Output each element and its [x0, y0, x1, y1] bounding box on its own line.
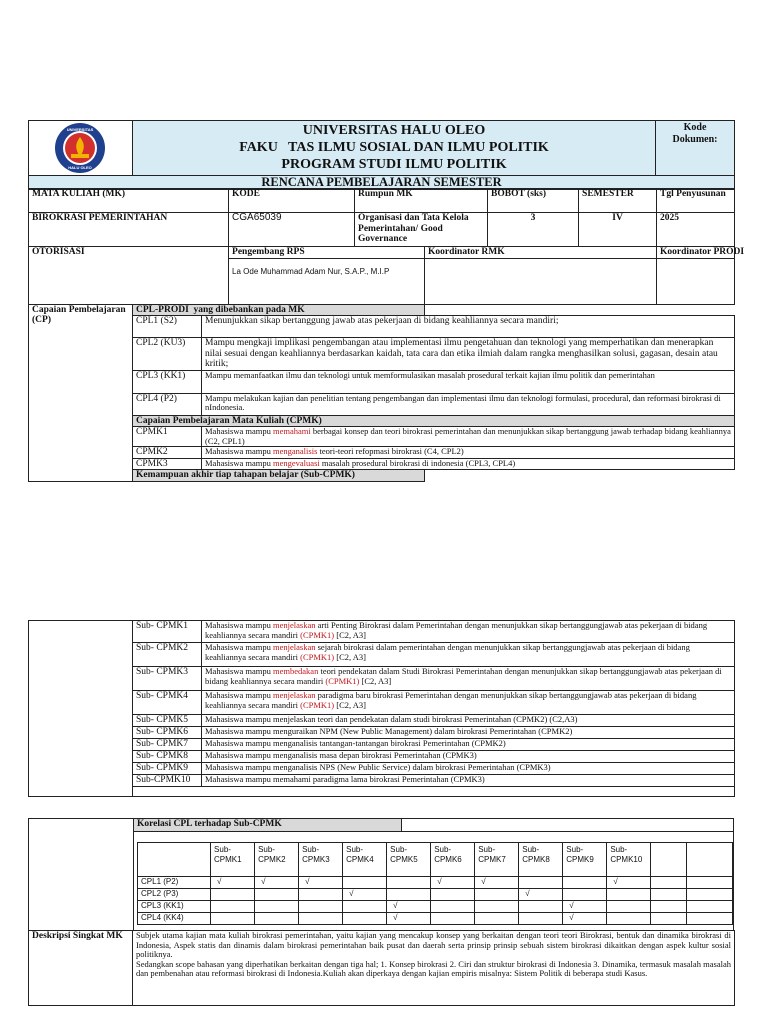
label-kode: KODE	[229, 189, 355, 213]
deskripsi-text	[133, 931, 735, 1006]
cpl-code: CPL1 (S2)	[133, 316, 202, 338]
korelasi-matrix	[137, 842, 733, 925]
rps-main-table	[28, 188, 745, 482]
subcpmk-text: Mahasiswa mampu menganalisis NPS (New Public Service) dalam birokrasi Pemerintahan (CPMK3)	[202, 763, 735, 775]
korelasi-check-mark: √	[387, 901, 431, 913]
subcpmk-text: Mahasiswa mampu membedakan teori pendekatan dalam Studi Birokrasi Pemerintahan dengan menunjukkan sikap bertanggungjawab atas pekerjaan di bidang keahliannya secara mandiri (CPMK1) [C2, A3]	[202, 667, 735, 691]
korelasi-row-label: CPL2 (P3)	[138, 889, 211, 901]
subcpmk-header: Kemampuan akhir tiap tahapan belajar (Sub-CPMK)	[133, 470, 425, 482]
korelasi-row	[138, 877, 733, 889]
korelasi-empty-cell	[255, 913, 299, 925]
subcpmk-code: Sub- CPMK8	[133, 751, 202, 763]
cpmk-code: CPMK1	[133, 427, 202, 447]
label-tgl: Tgl Penyusunan	[657, 189, 735, 213]
korelasi-column-header: Sub- CPMK1	[211, 843, 255, 877]
korelasi-row-label: CPL3 (KK1)	[138, 901, 211, 913]
cpmk-header: Capaian Pembelajaran Mata Kuliah (CPMK)	[133, 415, 735, 427]
label-semester: SEMESTER	[579, 189, 657, 213]
rps-title: RENCANA PEMBELAJARAN SEMESTER	[28, 175, 735, 190]
value-tgl: 2025	[657, 213, 735, 247]
korelasi-empty-cell	[431, 889, 475, 901]
cpl-text: Mampu memanfaatkan ilmu dan teknologi untuk memformulasikan masalah prosedural terkait kajian ilmu politik dan pemerintahan	[202, 370, 735, 393]
korelasi-empty-cell	[299, 889, 343, 901]
cpmk-text: Mahasiswa mampu mengevaluasi masalah prosedural birokrasi di indonesia (CPL3, CPL4)	[202, 458, 735, 470]
korelasi-row-label: CPL4 (KK4)	[138, 913, 211, 925]
korelasi-column-header: Sub- CPMK2	[255, 843, 299, 877]
korelasi-empty-cell	[255, 901, 299, 913]
value-rumpun: Organisasi dan Tata Kelola Pemerintahan/ Good Governance	[355, 213, 488, 247]
korelasi-check-mark: √	[431, 877, 475, 889]
korelasi-empty-cell	[299, 901, 343, 913]
korelasi-row	[138, 889, 733, 901]
korelasi-column-header: Sub- CPMK10	[607, 843, 651, 877]
university-name: UNIVERSITAS HALU OLEO	[302, 123, 486, 138]
korelasi-column-header: Sub- CPMK3	[299, 843, 343, 877]
logo-cell	[28, 120, 133, 177]
korelasi-empty-cell	[431, 901, 475, 913]
label-koordinator-prodi: Koordinator PRODI	[657, 247, 735, 259]
korelasi-empty-cell	[211, 901, 255, 913]
label-pengembang: Pengembang RPS	[229, 247, 425, 259]
korelasi-check-mark: √	[563, 913, 607, 925]
korelasi-empty-cell	[299, 913, 343, 925]
doc-code-label: Kode Dokumen:	[672, 122, 718, 145]
korelasi-section	[28, 818, 734, 930]
institution-title-cell	[132, 120, 656, 177]
korelasi-empty-cell	[211, 913, 255, 925]
subcpmk-text: Mahasiswa mampu menganalisis masa depan birokrasi Pemerintahan (CPMK3)	[202, 751, 735, 763]
subcpmk-code: Sub- CPMK6	[133, 727, 202, 739]
korelasi-empty-cell	[607, 901, 651, 913]
subcpmk-text: Mahasiswa mampu menjelaskan teori dan pendekatan dalam studi birokrasi Pemerintahan (CPMK2) (C2,A3)	[202, 715, 735, 727]
korelasi-empty-cell	[519, 901, 563, 913]
korelasi-column-header: Sub- CPMK8	[519, 843, 563, 877]
cpl-code: CPL4 (P2)	[133, 393, 202, 415]
subcpmk-text: Mahasiswa mampu menganalisis tantangan-tantangan birokrasi Pemerintahan (CPMK2)	[202, 739, 735, 751]
korelasi-empty-cell	[607, 889, 651, 901]
korelasi-empty-cell	[343, 913, 387, 925]
korelasi-empty-cell	[519, 913, 563, 925]
cpmk-text: Mahasiswa mampu memahami berbagai konsep dan teori birokrasi pemerintahan dan menunjukkan sikap bertanggung jawab terhadap bidang keahliannya (C2, CPL1)	[202, 427, 735, 447]
korelasi-empty-cell	[387, 877, 431, 889]
cpmk-code: CPMK3	[133, 458, 202, 470]
korelasi-row-label: CPL1 (P2)	[138, 877, 211, 889]
korelasi-empty-cell	[563, 889, 607, 901]
korelasi-header: Korelasi CPL terhadap Sub-CPMK	[133, 818, 402, 832]
korelasi-empty-cell	[475, 901, 519, 913]
korelasi-empty-cell	[255, 889, 299, 901]
korelasi-empty-cell	[431, 913, 475, 925]
university-seal	[29, 121, 132, 176]
label-mata-kuliah: MATA KULIAH (MK)	[29, 189, 229, 213]
subcpmk-code: Sub- CPMK7	[133, 739, 202, 751]
deskripsi-paragraph-2: Sedangkan scope bahasan yang diperhatikan berkaitan dengan tiga hal; 1. Konsep birokrasi 2. Ciri dan struktur birokrasi di Indonesia 3. Dinamika, termasuk masalah masalah dan pembenahan atau reformasi birokrasi di Indonesia.Kuliah akan diperkaya dengan kajian empiris misalnya: Sistem Politik di beberapa studi Kasus.	[136, 958, 731, 978]
subcpmk-code: Sub- CPMK4	[133, 691, 202, 715]
label-koordinator-rmk: Koordinator RMK	[425, 247, 657, 259]
cpmk-text: Mahasiswa mampu menganalisis teori-teori refopmasi birokrasi (C4, CPL2)	[202, 447, 735, 459]
korelasi-column-header: Sub- CPMK5	[387, 843, 431, 877]
label-otorisasi: OTORISASI	[29, 247, 229, 305]
value-koordinator-rmk	[425, 258, 657, 304]
deskripsi-paragraph-1: Subjek utama kajian mata kuliah birokrasi pemerintahan, yaitu kajian yang mencakup konsep yang berkaitan dengan teori teori Birokrasi, bentuk dan dinamika birokrasi di Indonesia, Aspek statis dan dinamis dalam birokrasi pemerintahan baik pusat dan daerah serta prinsip prinsip sebuah sistem birokrasi dikaitkan dengan aspek kultur sosial politiknya.	[136, 930, 731, 959]
korelasi-column-header: Sub- CPMK6	[431, 843, 475, 877]
subcpmk-text: Mahasiswa mampu menjelaskan arti Penting Birokrasi dalam Pemerintahan dengan menunjukkan sikap bertanggungjawab atas pekerjaan di bidang keahliannya secara mandiri (CPMK1) [C2, A3]	[202, 621, 735, 643]
subcpmk-text: Mahasiswa mampu menjelaskan sejarah birokrasi dalam pemerintahan dengan menunjukkan sikap bertanggungjawab atas pekerjaan di bidang keahliannya secara mandiri (CPMK1) [C2, A3]	[202, 643, 735, 667]
seal-text-bottom: HALU OLEO	[68, 165, 92, 170]
cpl-prodi-header: CPL-PRODI yang dibebankan pada MK	[133, 304, 425, 316]
value-pengembang: La Ode Muhammad Adam Nur, S.A.P., M.I.P	[229, 258, 425, 304]
value-mata-kuliah: BIROKRASI PEMERINTAHAN	[29, 213, 229, 247]
korelasi-column-header: Sub- CPMK4	[343, 843, 387, 877]
value-semester: IV	[579, 213, 657, 247]
korelasi-check-mark: √	[475, 877, 519, 889]
label-bobot: BOBOT (sks)	[488, 189, 579, 213]
korelasi-empty-cell	[211, 889, 255, 901]
deskripsi-table	[28, 930, 735, 1006]
korelasi-empty-cell	[475, 913, 519, 925]
korelasi-check-mark: √	[607, 877, 651, 889]
value-koordinator-prodi	[657, 258, 735, 304]
korelasi-empty-cell	[343, 877, 387, 889]
korelasi-empty-cell	[607, 913, 651, 925]
cpl-text: Mampu melakukan kajian dan penelitian tentang pengembangan dan implementasi ilmu dan teknologi formulasi, procedural, dan reformasi birokrasi di nIndonesia.	[202, 393, 735, 415]
label-rumpun: Rumpun MK	[355, 189, 488, 213]
korelasi-empty-cell	[475, 889, 519, 901]
subcpmk-text: Mahasiswa mampu memahami paradigma lama birokrasi Pemerintahan (CPMK3)	[202, 775, 735, 787]
cpl-code: CPL2 (KU3)	[133, 338, 202, 371]
korelasi-check-mark: √	[255, 877, 299, 889]
cpmk-code: CPMK2	[133, 447, 202, 459]
value-kode: CGA65039	[229, 213, 355, 247]
label-capaian-pembelajaran: Capaian Pembelajaran (CP)	[29, 304, 133, 481]
cpl-text: Menunjukkan sikap bertanggung jawab atas pekerjaan di bidang keahliannya secara mandiri;	[202, 316, 735, 338]
doc-code-cell	[655, 120, 735, 177]
korelasi-column-header: Sub- CPMK9	[563, 843, 607, 877]
korelasi-row	[138, 901, 733, 913]
korelasi-check-mark: √	[519, 889, 563, 901]
korelasi-check-mark: √	[343, 889, 387, 901]
korelasi-empty-cell	[343, 901, 387, 913]
label-deskripsi: Deskripsi Singkat MK	[29, 931, 133, 1006]
program-name: PROGRAM STUDI ILMU POLITIK	[281, 157, 507, 172]
korelasi-empty-cell	[387, 889, 431, 901]
korelasi-check-mark: √	[563, 901, 607, 913]
faculty-name: FAKU TAS ILMU SOSIAL DAN ILMU POLITIK	[239, 140, 549, 155]
subcpmk-code: Sub-CPMK10	[133, 775, 202, 787]
korelasi-empty-cell	[563, 877, 607, 889]
korelasi-column-header: Sub- CPMK7	[475, 843, 519, 877]
cpl-code: CPL3 (KK1)	[133, 370, 202, 393]
subcpmk-code: Sub- CPMK1	[133, 621, 202, 643]
subcpmk-code: Sub- CPMK3	[133, 667, 202, 691]
korelasi-check-mark: √	[299, 877, 343, 889]
cpl-text: Mampu mengkaji implikasi pengembangan atau implementasi ilmu pengetahuan dan teknologi yang memperhatikan dan menerapkan nilai sesuai dengan keahliannya berdasarkan kaidah, tata cara dan etika ilmiah dalam rangka menghasilkan solusi, gagasan, desain atau kritik;	[202, 338, 735, 371]
subcpmk-text: Mahasiswa mampu menjelaskan paradigma baru birokrasi Pemerintahan dengan menunjukkan sikap bertanggungjawab atas pekerjaan di bidang keahliannya secara mandiri (CPMK1) [C2, A3]	[202, 691, 735, 715]
subcpmk-code: Sub- CPMK9	[133, 763, 202, 775]
korelasi-empty-cell	[519, 877, 563, 889]
subcpmk-text: Mahasiswa mampu menguraikan NPM (New Public Management) dalam birokrasi Pemerintahan (CPMK2)	[202, 727, 735, 739]
value-bobot: 3	[488, 213, 579, 247]
subcpmk-table	[28, 620, 735, 797]
subcpmk-code: Sub- CPMK5	[133, 715, 202, 727]
rps-header	[28, 120, 734, 187]
subcpmk-code: Sub- CPMK2	[133, 643, 202, 667]
seal-text-top: UNIVERSITAS	[66, 127, 94, 132]
korelasi-check-mark: √	[387, 913, 431, 925]
korelasi-row	[138, 913, 733, 925]
korelasi-check-mark: √	[211, 877, 255, 889]
